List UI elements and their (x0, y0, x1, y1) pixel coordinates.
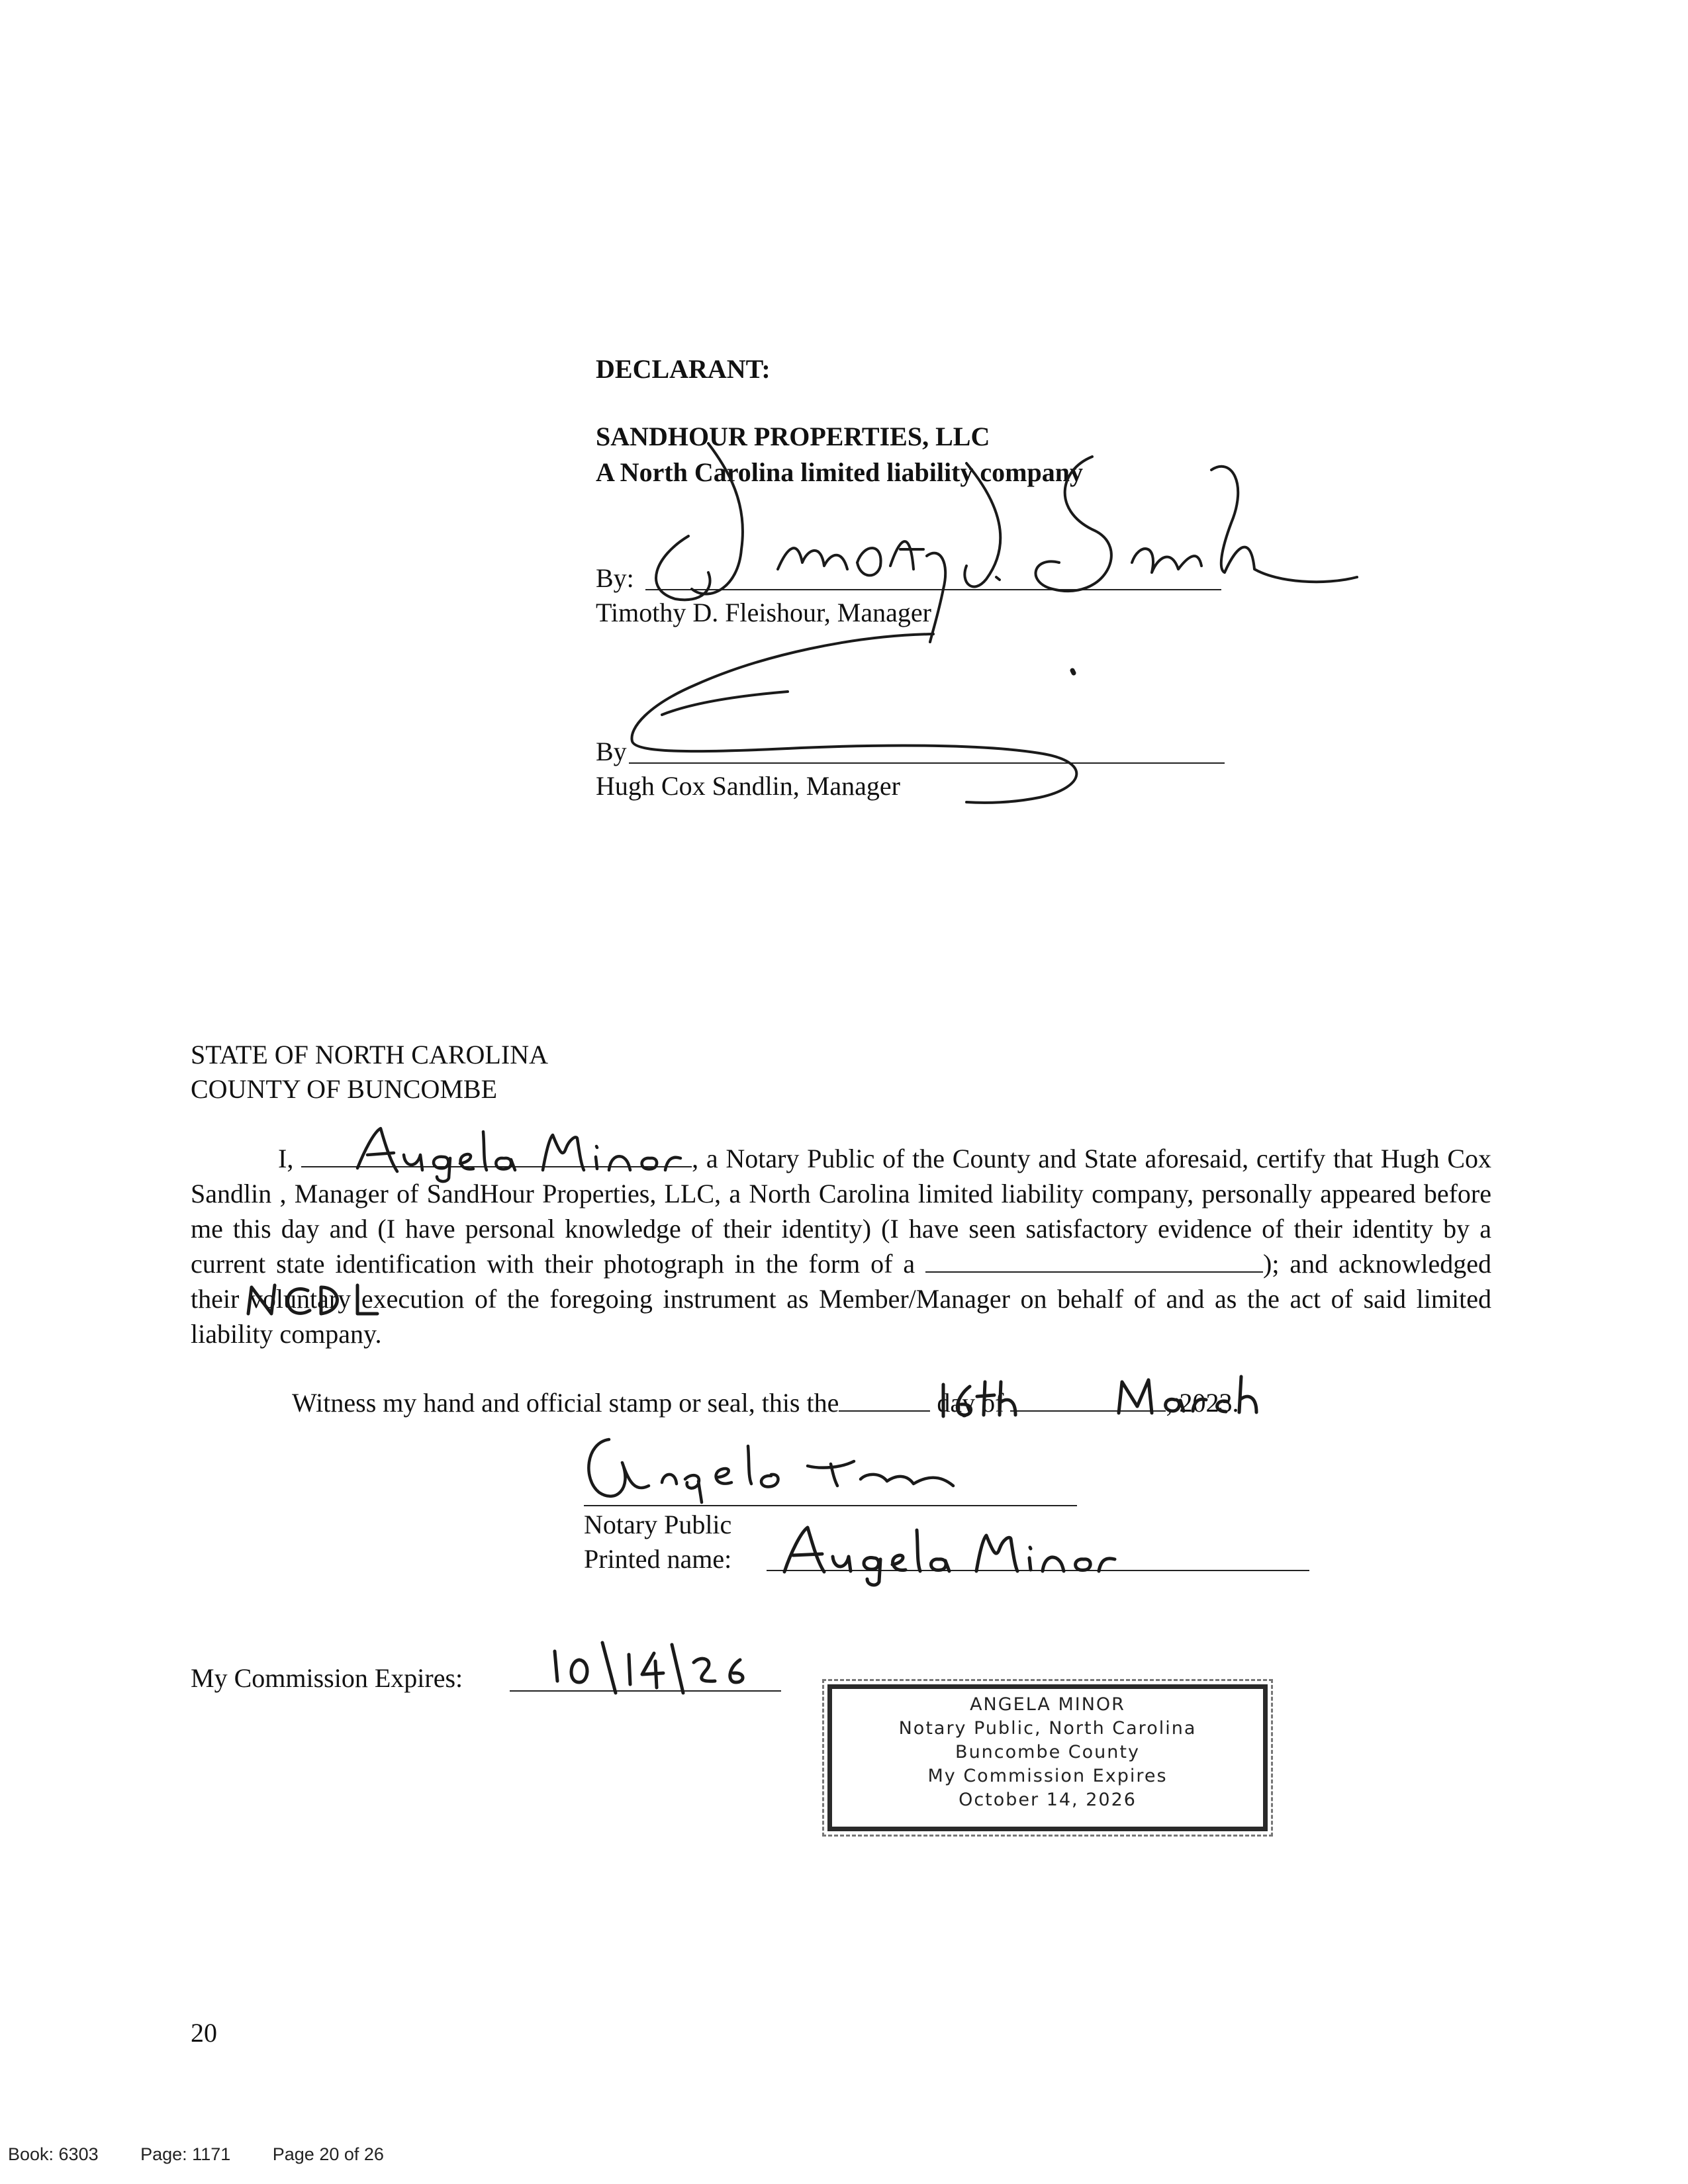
id-form-blank (925, 1248, 1263, 1273)
notary-county: COUNTY OF BUNCOMBE (191, 1074, 498, 1104)
notary-state: STATE OF NORTH CAROLINA (191, 1040, 548, 1069)
signer1-name: Timothy D. Fleishour, Manager (596, 598, 931, 627)
notary-p1-text: , a Notary Public of the County and State aforesaid, certify that Hugh Cox Sandlin , Manager of SandHour Properties, LLC, a North Carolina limited liability company, personally appeared before me this day and (I have personal knowledge of their identity) (I have seen satisfactory evidence of their identity by a current state identification with their photograph in the form of a (191, 1144, 1491, 1279)
footer-page: Page: 1171 (140, 2144, 231, 2164)
notary-public-label: Notary Public (584, 1510, 732, 1539)
handwritten-id-form (238, 1277, 397, 1324)
signature-notary-angela-minor (569, 1423, 1066, 1509)
day-blank (839, 1387, 930, 1412)
company-description: A North Carolina limited liability company (596, 457, 1083, 487)
signer2-name: Hugh Cox Sandlin, Manager (596, 771, 900, 801)
handwritten-day (933, 1377, 1033, 1423)
witness-end: , 2023. (1166, 1388, 1239, 1418)
notary-p1-prefix: I, (278, 1144, 294, 1173)
page-number: 20 (191, 2018, 217, 2048)
witness-mid: day of (937, 1388, 1004, 1418)
stamp-county: Buncombe County (955, 1742, 1140, 1762)
signature-timothy-fleishour (629, 430, 1390, 649)
signature-hugh-sandlin (616, 622, 1145, 821)
witness-prefix: Witness my hand and official stamp or seal, this the (292, 1388, 839, 1418)
witness-line (292, 1387, 1239, 1419)
stamp-title: Notary Public, North Carolina (898, 1718, 1197, 1739)
printed-name-label: Printed name: (584, 1544, 732, 1574)
footer-book: Book: 6303 (8, 2144, 99, 2164)
signer1-by-label: By: (596, 563, 634, 593)
stamp-name: ANGELA MINOR (970, 1694, 1125, 1715)
handwritten-commission-date (543, 1635, 768, 1701)
handwritten-notary-name (344, 1118, 688, 1185)
declarant-heading: DECLARANT: (596, 354, 771, 384)
stamp-expires-label: My Commission Expires (927, 1766, 1168, 1786)
recording-footer (8, 2144, 421, 2165)
notary-p1-end: ); and acknowledged their voluntary execution of the foregoing instrument as Member/Manager on behalf of and as the act of said limited liability company. (191, 1249, 1492, 1349)
commission-label: My Commission Expires: (191, 1663, 463, 1693)
handwritten-month (1112, 1370, 1284, 1423)
notary-seal-stamp (827, 1684, 1268, 1831)
handwritten-printed-name (774, 1516, 1119, 1588)
stamp-expiration-date: October 14, 2026 (959, 1790, 1137, 1810)
company-name: SANDHOUR PROPERTIES, LLC (596, 422, 990, 451)
signer2-by-label: By (596, 737, 627, 766)
footer-page-of: Page 20 of 26 (272, 2144, 384, 2164)
